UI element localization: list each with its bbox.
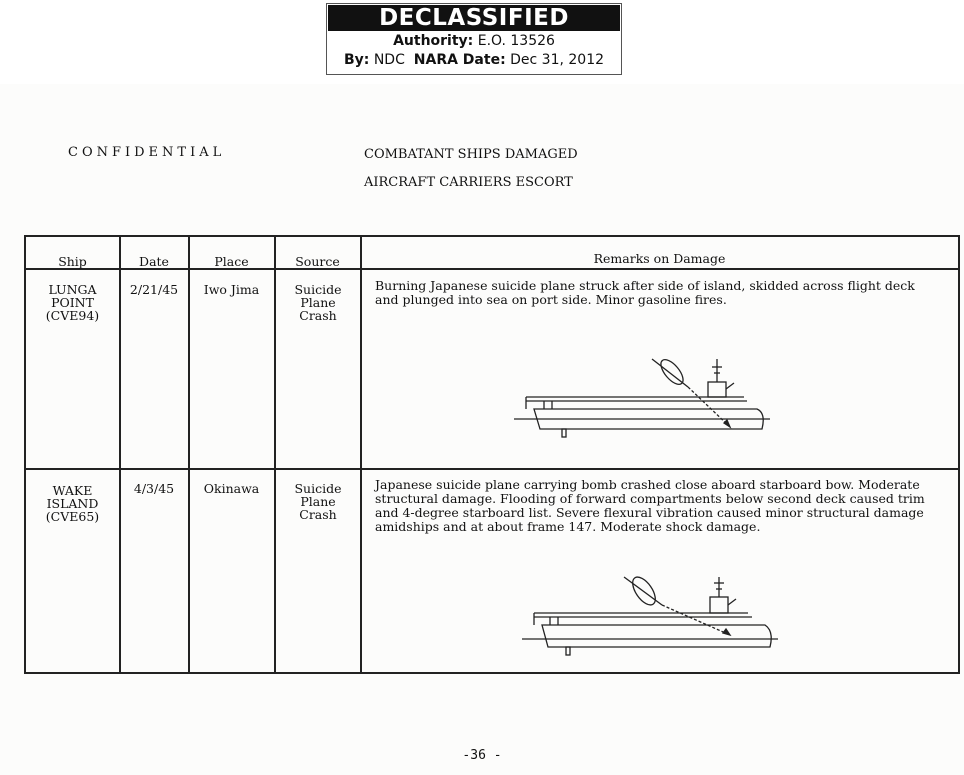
- column-divider: [188, 237, 190, 672]
- stamp-title: DECLASSIFIED: [328, 5, 620, 31]
- column-header-date: Date: [139, 254, 169, 269]
- stamp-authority-value: E.O. 13526: [477, 33, 555, 49]
- column-header-remarks: Remarks on Damage: [593, 251, 726, 266]
- remarks-cell: Japanese suicide plane carrying bomb crashed close aboard starboard bow. Moderate structural damage. Flooding of forward compartments below second deck caused trim and 4-degree starboard list. Severe flexural vibration caused minor structural damage amidships and at about frame 147. Moderate shock damage.: [375, 477, 925, 534]
- page-subtitle: AIRCRAFT CARRIERS ESCORT: [364, 175, 573, 190]
- ship-name-line: POINT: [51, 295, 94, 310]
- damage-table: [24, 235, 960, 674]
- ship-cell: [26, 484, 119, 523]
- carrier-damage-diagram: [520, 575, 782, 661]
- column-header-ship: Ship: [58, 254, 87, 269]
- stamp-nara-value: Dec 31, 2012: [510, 52, 605, 68]
- ship-name-line: LUNGA: [48, 282, 97, 297]
- page-number: -36 -: [462, 748, 502, 763]
- source-line: Suicide Plane: [294, 481, 342, 509]
- source-cell: [275, 482, 361, 521]
- remarks-cell: Burning Japanese suicide plane struck after side of island, skidded across flight deck and plunged into sea on port side. Minor gasoline fires.: [375, 278, 915, 307]
- stamp-by-line: [327, 51, 621, 70]
- ship-name-line: ISLAND: [46, 496, 99, 511]
- carrier-damage-diagram: [512, 357, 772, 439]
- place-cell: Okinawa: [203, 481, 260, 496]
- ship-name-line: WAKE: [52, 483, 93, 498]
- date-cell: 2/21/45: [129, 282, 179, 297]
- ship-hull-number: (CVE94): [45, 308, 100, 323]
- classification-label: CONFIDENTIAL: [68, 145, 226, 160]
- stamp-by-label: By:: [343, 52, 370, 68]
- source-cell: [275, 283, 361, 322]
- column-header-source: Source: [295, 254, 340, 269]
- source-line: Crash: [299, 308, 337, 323]
- column-divider: [119, 237, 121, 672]
- page-title: COMBATANT SHIPS DAMAGED: [364, 147, 578, 162]
- ship-cell: [26, 283, 119, 322]
- place-cell: Iwo Jima: [203, 282, 260, 297]
- source-line: Suicide Plane: [294, 282, 342, 310]
- column-header-place: Place: [214, 254, 249, 269]
- ship-hull-number: (CVE65): [45, 509, 100, 524]
- row-divider: [26, 468, 958, 470]
- source-line: Crash: [299, 507, 337, 522]
- stamp-nara-label: NARA Date:: [413, 52, 506, 68]
- stamp-authority: [327, 32, 621, 51]
- stamp-authority-label: Authority:: [393, 33, 474, 49]
- stamp-by-value: NDC: [373, 52, 405, 68]
- declassified-stamp: [326, 3, 622, 75]
- date-cell: 4/3/45: [133, 481, 175, 496]
